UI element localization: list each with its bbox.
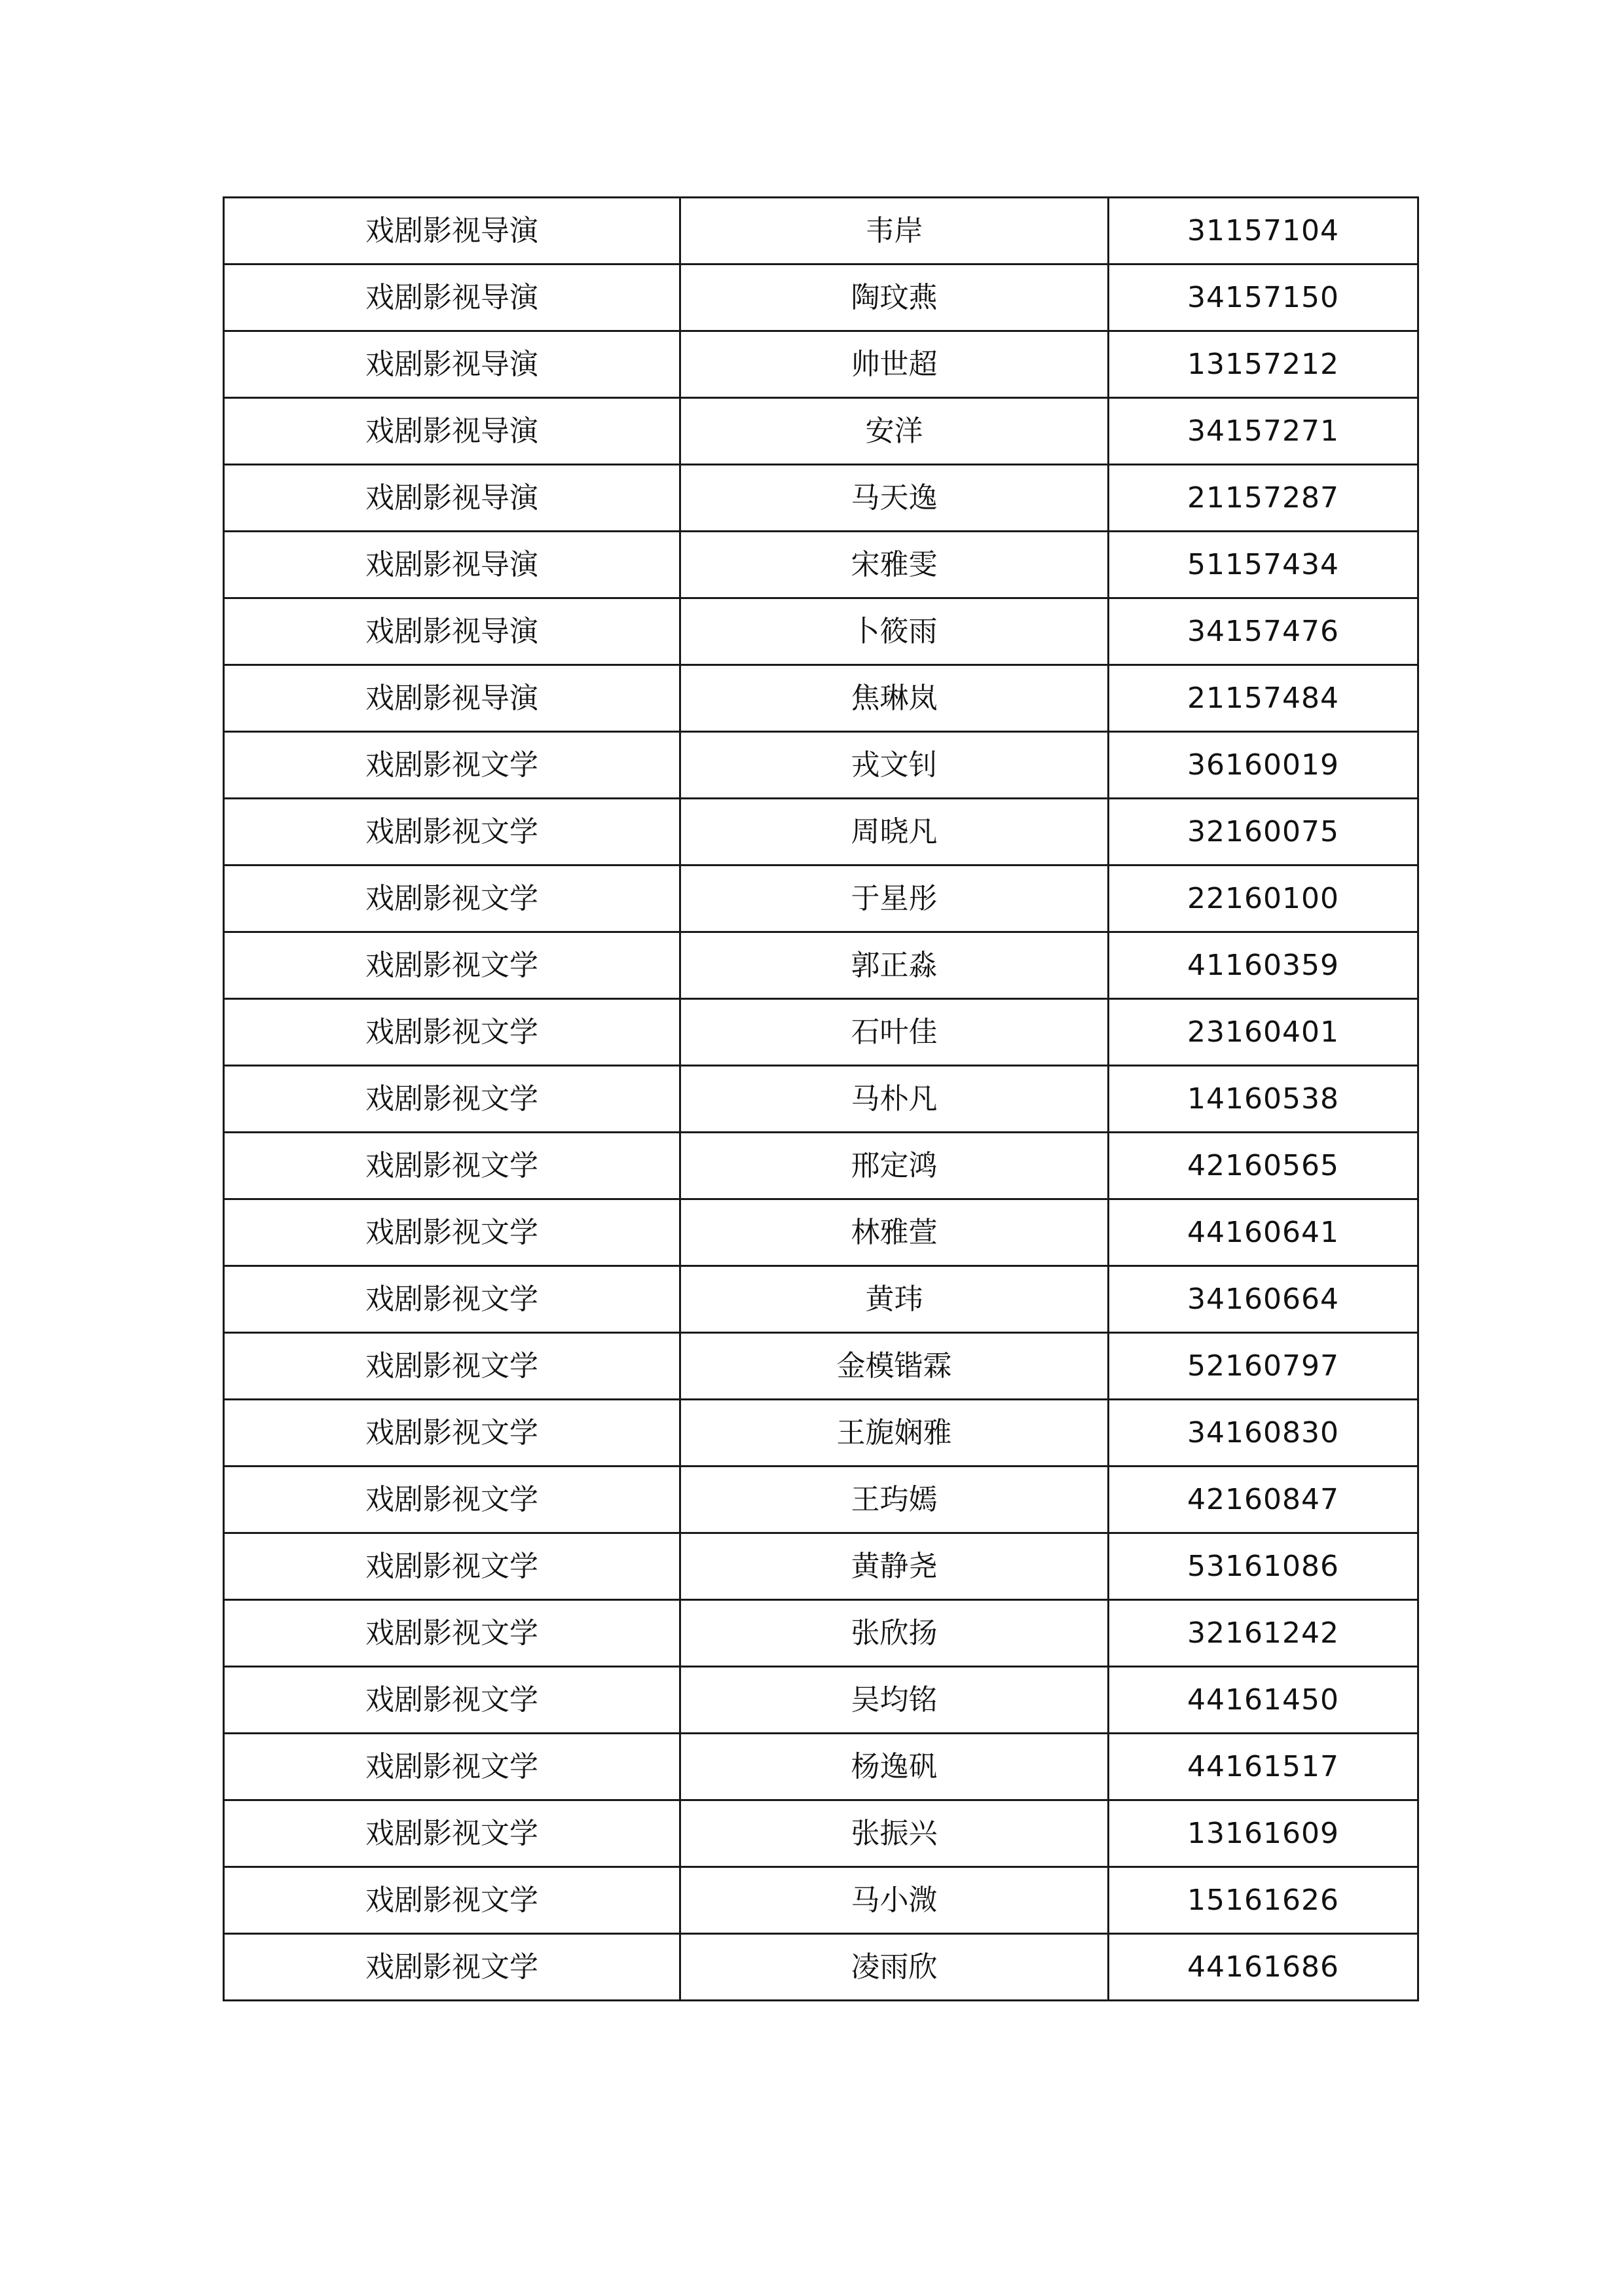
exam-id-cell: 44161686 bbox=[1109, 1934, 1418, 2001]
table-row bbox=[224, 1533, 1418, 1600]
exam-id-cell: 51157434 bbox=[1109, 532, 1418, 598]
major-cell: 戏剧影视导演 bbox=[224, 198, 680, 264]
exam-id-cell: 13157212 bbox=[1109, 331, 1418, 398]
exam-id-cell: 36160019 bbox=[1109, 732, 1418, 799]
major-cell: 戏剧影视导演 bbox=[224, 264, 680, 331]
roster-table bbox=[223, 196, 1419, 2001]
major-cell: 戏剧影视文学 bbox=[224, 1533, 680, 1600]
exam-id-cell: 32161242 bbox=[1109, 1600, 1418, 1667]
exam-id-cell: 34160664 bbox=[1109, 1266, 1418, 1333]
major-cell: 戏剧影视导演 bbox=[224, 665, 680, 732]
exam-id-cell: 21157287 bbox=[1109, 465, 1418, 532]
student-name-cell: 安洋 bbox=[680, 398, 1109, 465]
exam-id-cell: 21157484 bbox=[1109, 665, 1418, 732]
student-name-cell: 韦岸 bbox=[680, 198, 1109, 264]
exam-id-cell: 13161609 bbox=[1109, 1800, 1418, 1867]
exam-id-cell: 34157271 bbox=[1109, 398, 1418, 465]
exam-id-cell: 44161450 bbox=[1109, 1667, 1418, 1734]
exam-id-cell: 42160565 bbox=[1109, 1133, 1418, 1199]
major-cell: 戏剧影视文学 bbox=[224, 999, 680, 1066]
exam-id-cell: 42160847 bbox=[1109, 1467, 1418, 1533]
table-row bbox=[224, 1867, 1418, 1934]
student-name-cell: 于星彤 bbox=[680, 866, 1109, 932]
table-row bbox=[224, 398, 1418, 465]
student-name-cell: 石叶佳 bbox=[680, 999, 1109, 1066]
exam-id-cell: 34157150 bbox=[1109, 264, 1418, 331]
table-row bbox=[224, 465, 1418, 532]
major-cell: 戏剧影视导演 bbox=[224, 331, 680, 398]
major-cell: 戏剧影视文学 bbox=[224, 1800, 680, 1867]
major-cell: 戏剧影视文学 bbox=[224, 866, 680, 932]
student-name-cell: 张振兴 bbox=[680, 1800, 1109, 1867]
exam-id-cell: 41160359 bbox=[1109, 932, 1418, 999]
table-row bbox=[224, 1800, 1418, 1867]
exam-id-cell: 52160797 bbox=[1109, 1333, 1418, 1400]
table-row bbox=[224, 866, 1418, 932]
table-row bbox=[224, 665, 1418, 732]
student-name-cell: 凌雨欣 bbox=[680, 1934, 1109, 2001]
student-name-cell: 杨逸矾 bbox=[680, 1734, 1109, 1800]
table-row bbox=[224, 1066, 1418, 1133]
table-row bbox=[224, 1333, 1418, 1400]
major-cell: 戏剧影视导演 bbox=[224, 465, 680, 532]
table-row bbox=[224, 1199, 1418, 1266]
student-name-cell: 卜筱雨 bbox=[680, 598, 1109, 665]
exam-id-cell: 53161086 bbox=[1109, 1533, 1418, 1600]
table-row bbox=[224, 264, 1418, 331]
exam-id-cell: 32160075 bbox=[1109, 799, 1418, 866]
student-name-cell: 戎文钊 bbox=[680, 732, 1109, 799]
major-cell: 戏剧影视文学 bbox=[224, 1667, 680, 1734]
student-name-cell: 帅世超 bbox=[680, 331, 1109, 398]
major-cell: 戏剧影视导演 bbox=[224, 532, 680, 598]
table-row bbox=[224, 198, 1418, 264]
major-cell: 戏剧影视文学 bbox=[224, 1066, 680, 1133]
student-name-cell: 金模锴霖 bbox=[680, 1333, 1109, 1400]
roster-table-body bbox=[224, 198, 1418, 2001]
major-cell: 戏剧影视文学 bbox=[224, 732, 680, 799]
table-row bbox=[224, 799, 1418, 866]
major-cell: 戏剧影视文学 bbox=[224, 1867, 680, 1934]
exam-id-cell: 31157104 bbox=[1109, 198, 1418, 264]
student-name-cell: 吴均铭 bbox=[680, 1667, 1109, 1734]
student-name-cell: 黄玮 bbox=[680, 1266, 1109, 1333]
exam-id-cell: 15161626 bbox=[1109, 1867, 1418, 1934]
exam-id-cell: 44160641 bbox=[1109, 1199, 1418, 1266]
table-row bbox=[224, 1400, 1418, 1467]
major-cell: 戏剧影视文学 bbox=[224, 1333, 680, 1400]
table-row bbox=[224, 999, 1418, 1066]
student-name-cell: 黄静尧 bbox=[680, 1533, 1109, 1600]
student-name-cell: 马天逸 bbox=[680, 465, 1109, 532]
exam-id-cell: 34160830 bbox=[1109, 1400, 1418, 1467]
exam-id-cell: 44161517 bbox=[1109, 1734, 1418, 1800]
major-cell: 戏剧影视文学 bbox=[224, 1934, 680, 2001]
student-name-cell: 马朴凡 bbox=[680, 1066, 1109, 1133]
student-name-cell: 陶玟燕 bbox=[680, 264, 1109, 331]
exam-id-cell: 23160401 bbox=[1109, 999, 1418, 1066]
student-name-cell: 邢定鸿 bbox=[680, 1133, 1109, 1199]
table-row bbox=[224, 732, 1418, 799]
major-cell: 戏剧影视文学 bbox=[224, 1467, 680, 1533]
table-row bbox=[224, 1600, 1418, 1667]
exam-id-cell: 22160100 bbox=[1109, 866, 1418, 932]
table-row bbox=[224, 1133, 1418, 1199]
table-row bbox=[224, 932, 1418, 999]
table-row bbox=[224, 331, 1418, 398]
major-cell: 戏剧影视导演 bbox=[224, 598, 680, 665]
student-name-cell: 林雅萱 bbox=[680, 1199, 1109, 1266]
table-row bbox=[224, 1734, 1418, 1800]
student-name-cell: 周晓凡 bbox=[680, 799, 1109, 866]
table-row bbox=[224, 1467, 1418, 1533]
table-row bbox=[224, 1667, 1418, 1734]
student-name-cell: 马小溦 bbox=[680, 1867, 1109, 1934]
major-cell: 戏剧影视文学 bbox=[224, 1133, 680, 1199]
major-cell: 戏剧影视文学 bbox=[224, 799, 680, 866]
table-row bbox=[224, 1266, 1418, 1333]
table-row bbox=[224, 1934, 1418, 2001]
major-cell: 戏剧影视文学 bbox=[224, 1266, 680, 1333]
table-row bbox=[224, 598, 1418, 665]
student-name-cell: 张欣扬 bbox=[680, 1600, 1109, 1667]
major-cell: 戏剧影视文学 bbox=[224, 1199, 680, 1266]
major-cell: 戏剧影视文学 bbox=[224, 1600, 680, 1667]
exam-id-cell: 34157476 bbox=[1109, 598, 1418, 665]
major-cell: 戏剧影视文学 bbox=[224, 932, 680, 999]
table-row bbox=[224, 532, 1418, 598]
student-name-cell: 焦琳岚 bbox=[680, 665, 1109, 732]
major-cell: 戏剧影视文学 bbox=[224, 1400, 680, 1467]
student-name-cell: 郭正淼 bbox=[680, 932, 1109, 999]
student-name-cell: 宋雅雯 bbox=[680, 532, 1109, 598]
major-cell: 戏剧影视导演 bbox=[224, 398, 680, 465]
major-cell: 戏剧影视文学 bbox=[224, 1734, 680, 1800]
student-name-cell: 王玙嫣 bbox=[680, 1467, 1109, 1533]
exam-id-cell: 14160538 bbox=[1109, 1066, 1418, 1133]
student-name-cell: 王旎娴雅 bbox=[680, 1400, 1109, 1467]
